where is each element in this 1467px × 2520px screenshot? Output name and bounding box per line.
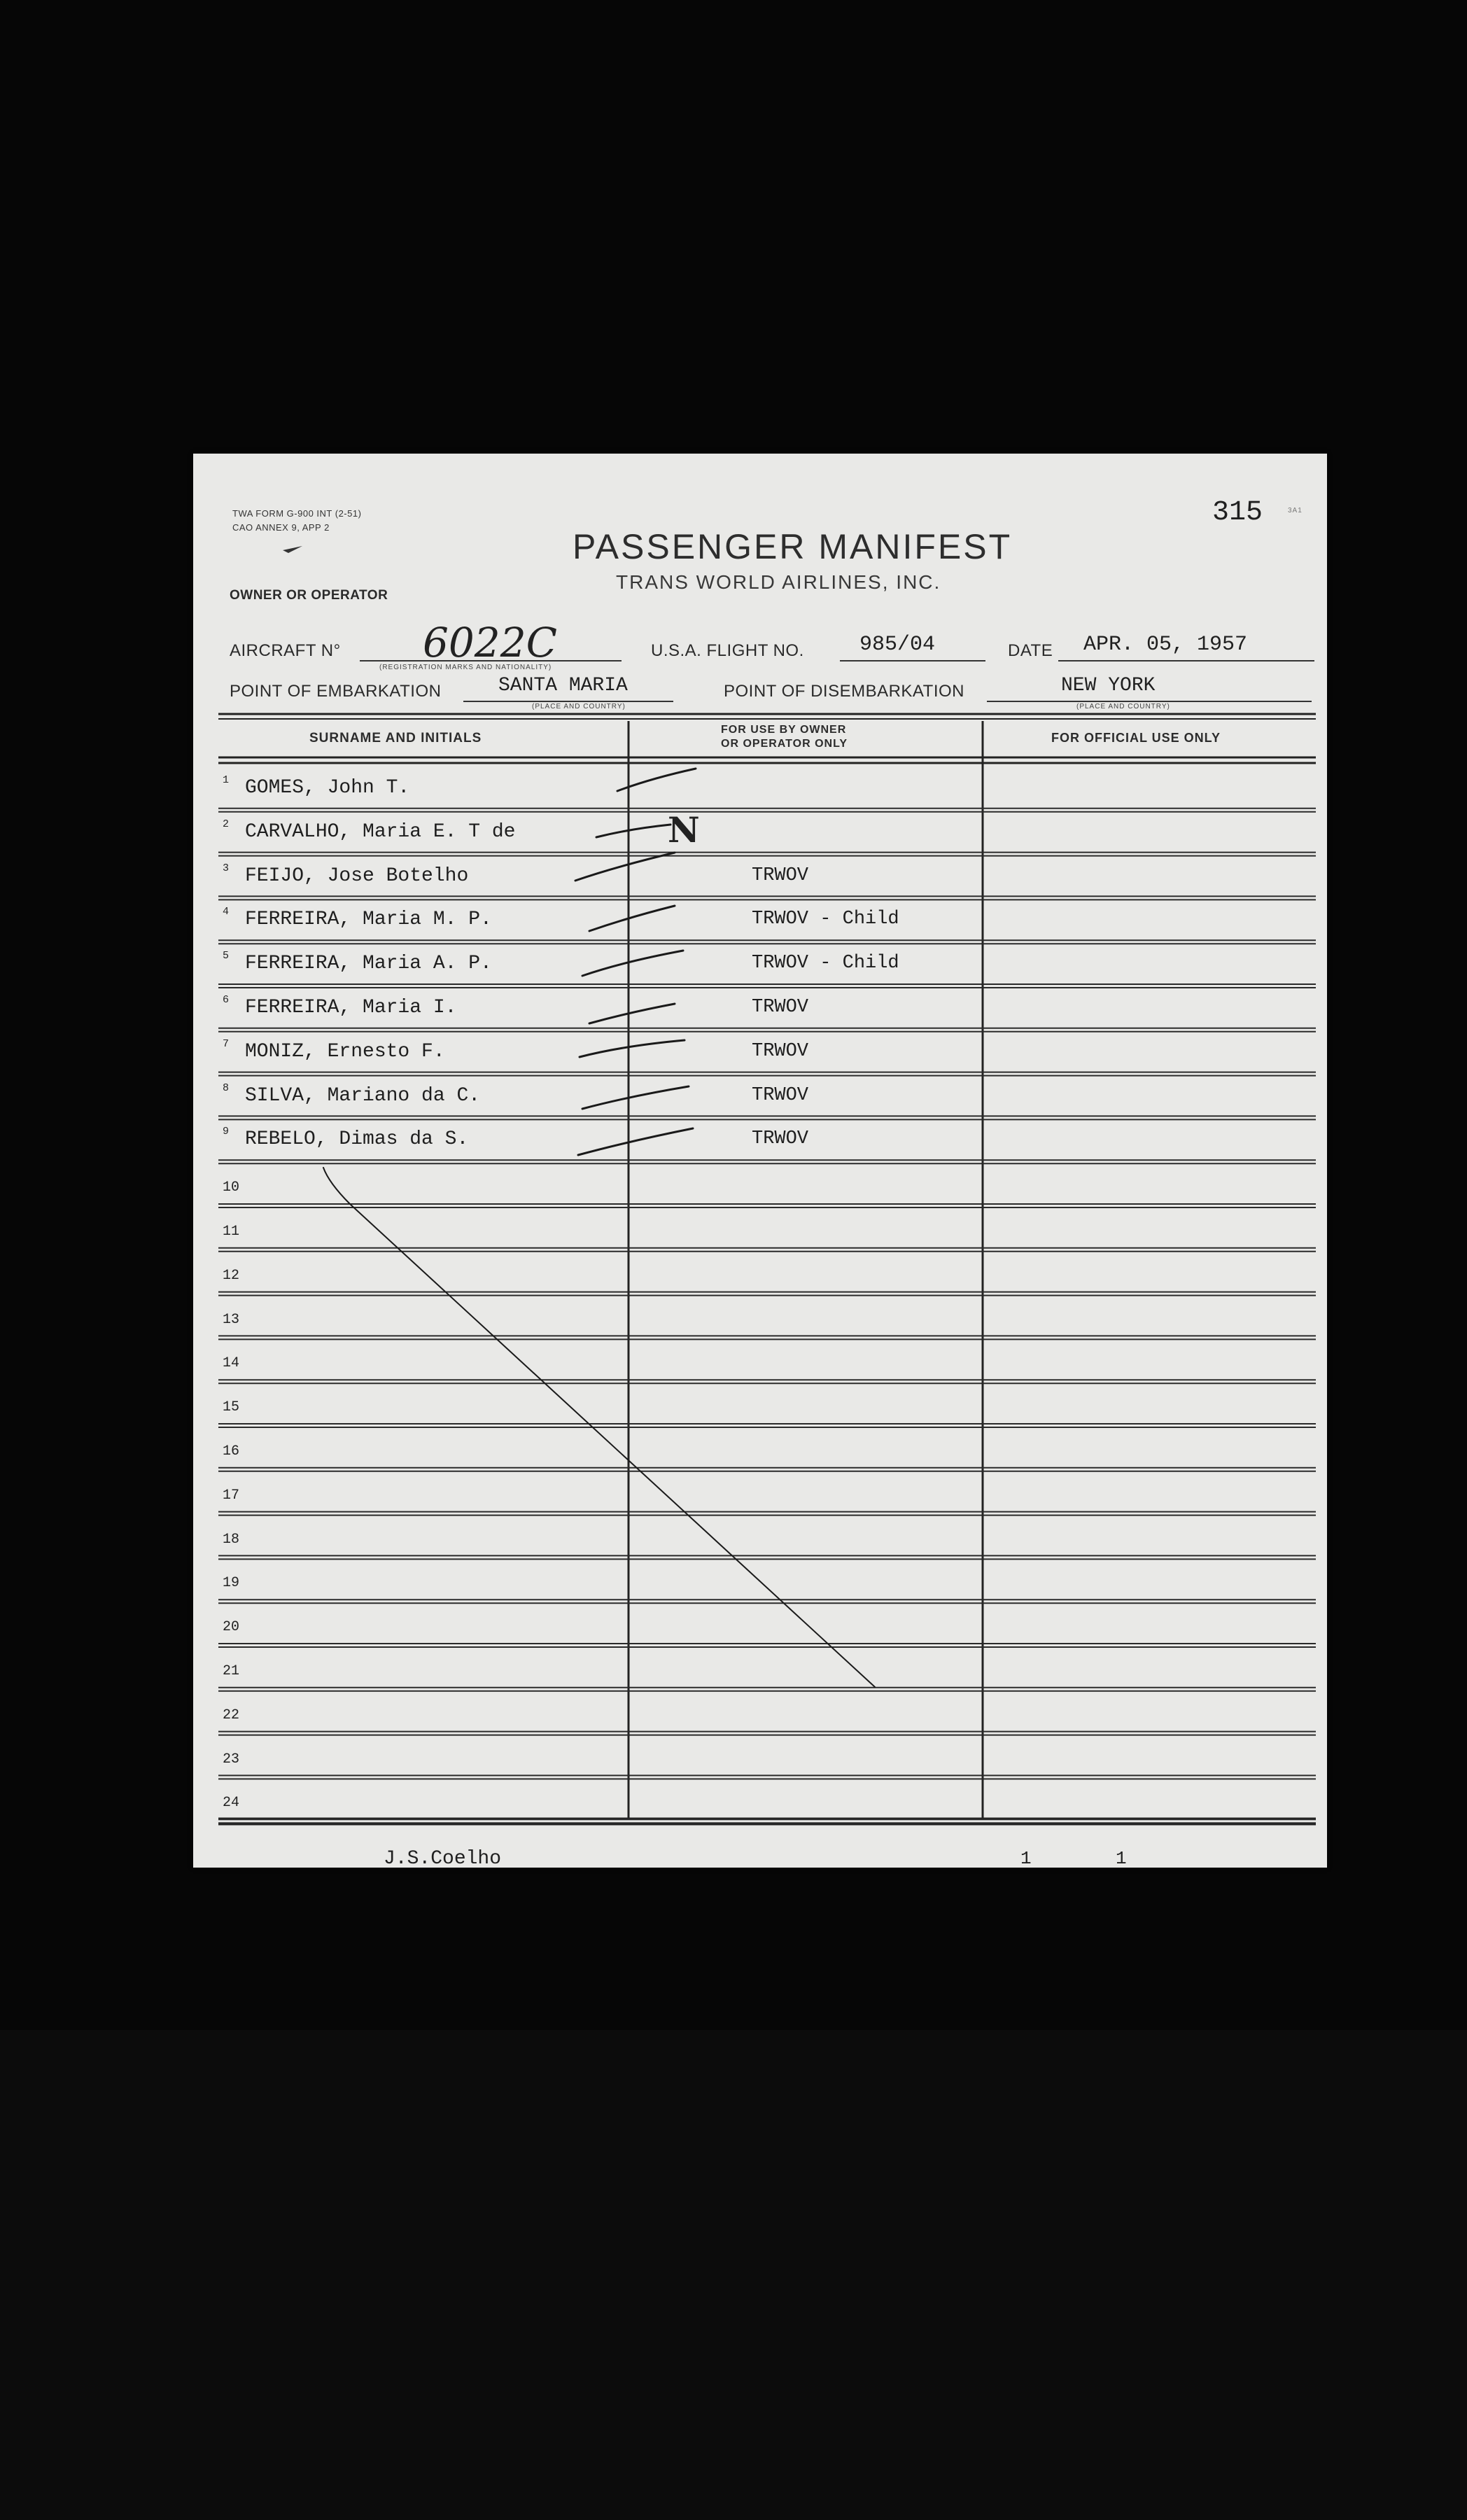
row-number: 18 [223,1531,240,1548]
embarkation-label: POINT OF EMBARKATION [230,682,442,701]
row-number: 4 [223,906,230,918]
row-number: 21 [223,1663,240,1679]
row-number: 8 [223,1082,230,1094]
row2-hand-mark: N [668,809,700,850]
passenger-name: REBELO, Dimas da S. [245,1128,469,1151]
row-number: 6 [223,994,230,1006]
column-header-official: FOR OFFICIAL USE ONLY [1051,731,1221,745]
passenger-name: FERREIRA, Maria I. [245,997,457,1018]
date-label: DATE [1008,641,1053,660]
operator-code: TRWOV [752,997,809,1018]
column-header-owner-line2: OR OPERATOR ONLY [721,738,848,750]
passenger-name: GOMES, John T. [245,777,410,799]
operator-code: TRWOV [752,1128,809,1150]
row-number: 15 [223,1399,240,1416]
date-value: APR. 05, 1957 [1083,633,1248,657]
disembarkation-label: POINT OF DISEMBARKATION [724,682,964,701]
page-number: 315 [1212,497,1263,528]
column-header-surname: SURNAME AND INITIALS [309,731,482,746]
operator-code: TRWOV [752,864,809,886]
row-number: 2 [223,818,230,830]
row-number: 10 [223,1180,240,1196]
operator-code: TRWOV [752,1084,809,1106]
row-number: 7 [223,1037,230,1050]
embarkation-value: SANTA MARIA [498,675,628,696]
row-number: 16 [223,1443,240,1460]
aircraft-value: 6022C [423,619,557,666]
row-number: 1 [223,774,230,786]
form-id-line2: CAO ANNEX 9, APP 2 [232,522,330,533]
footer-mark-left: 1 [1020,1848,1032,1869]
registration-note: (REGISTRATION MARKS AND NATIONALITY) [379,664,552,671]
corner-mark [283,546,302,553]
owner-label: OWNER OR OPERATOR [230,588,388,603]
page-number-side: 3A1 [1288,507,1303,514]
signature: J.S.Coelho [384,1848,502,1870]
footer-mark-right: 1 [1116,1848,1127,1869]
row-number: 20 [223,1619,240,1636]
page-title: PASSENGER MANIFEST [573,527,1013,566]
row-number: 22 [223,1707,240,1723]
pen-strokes [323,769,875,1687]
passenger-name: SILVA, Mariano da C. [245,1084,481,1107]
operator-code: TRWOV [752,1040,809,1062]
row-number: 11 [223,1224,240,1240]
row-number: 14 [223,1355,240,1372]
disembarkation-note: (PLACE AND COUNTRY) [1076,703,1170,710]
aircraft-label: AIRCRAFT N° [230,641,341,660]
embarkation-note: (PLACE AND COUNTRY) [532,703,626,710]
row-number: 17 [223,1487,240,1504]
column-header-owner-line1: FOR USE BY OWNER [721,724,847,736]
operator-code: TRWOV - Child [752,953,899,974]
row-number: 19 [223,1575,240,1592]
disembarkation-value: NEW YORK [1061,675,1156,696]
row-number: 12 [223,1267,240,1284]
row-number: 23 [223,1751,240,1768]
row-number: 24 [223,1795,240,1812]
row-number: 5 [223,950,230,962]
passenger-name: FERREIRA, Maria M. P. [245,909,492,931]
passenger-name: CARVALHO, Maria E. T de [245,820,516,843]
row-number: 9 [223,1126,230,1138]
passenger-name: MONIZ, Ernesto F. [245,1040,445,1063]
operator-code: TRWOV - Child [752,909,899,930]
flight-number-label: U.S.A. FLIGHT NO. [651,641,804,660]
flight-number-value: 985/04 [859,633,936,657]
page-subtitle: TRANS WORLD AIRLINES, INC. [616,571,941,593]
passenger-name: FEIJO, Jose Botelho [245,864,469,887]
row-number: 3 [223,862,230,874]
form-id-line1: TWA FORM G-900 INT (2-51) [232,508,362,519]
row-number: 13 [223,1311,240,1328]
passenger-name: FERREIRA, Maria A. P. [245,953,492,975]
